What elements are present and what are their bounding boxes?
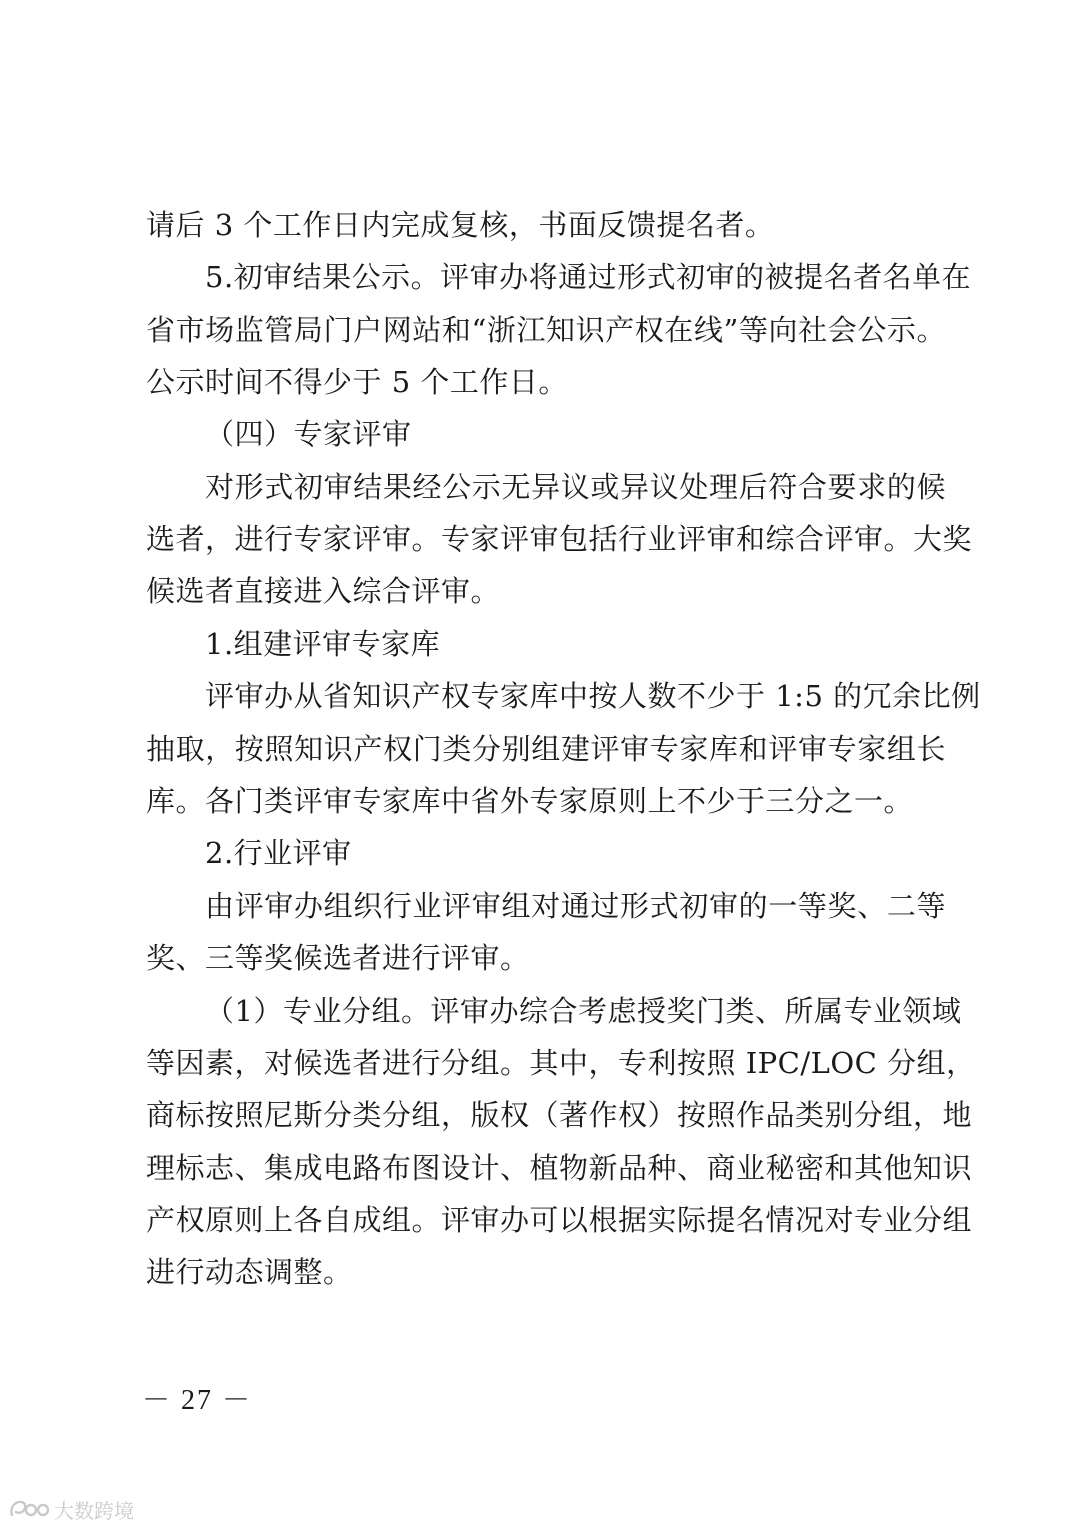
text-line: 抽取，按照知识产权门类分别组建评审专家库和评审专家组长 — [146, 732, 946, 766]
text-line: 理标志、集成电路布图设计、植物新品种、商业秘密和其他知识 — [146, 1151, 973, 1185]
text-line: 由评审办组织行业评审组对通过形式初审的一等奖、二等 — [205, 889, 946, 923]
text-line: 请后 3 个工作日内完成复核，书面反馈提名者。 — [146, 208, 775, 242]
subsection-heading: 1.组建评审专家库 — [205, 627, 441, 661]
subsection-heading: 2.行业评审 — [205, 836, 352, 870]
text-line: 产权原则上各自成组。评审办可以根据实际提名情况对专业分组 — [146, 1203, 973, 1237]
text-line: 候选者直接进入综合评审。 — [146, 574, 501, 608]
watermark — [8, 1496, 134, 1522]
section-heading: （四）专家评审 — [205, 417, 412, 451]
text-line: 进行动态调整。 — [146, 1255, 353, 1289]
page-number: － 27 － — [142, 1385, 253, 1416]
text-line: 奖、三等奖候选者进行评审。 — [146, 941, 530, 975]
text-line: 选者，进行专家评审。专家评审包括行业评审和综合评审。大奖 — [146, 522, 973, 556]
text-line: 省市场监管局门户网站和“浙江知识产权在线”等向社会公示。 — [146, 313, 946, 347]
text-line: 5.初审结果公示。评审办将通过形式初审的被提名者名单在 — [205, 260, 972, 294]
text-line: 公示时间不得少于 5 个工作日。 — [146, 365, 568, 399]
watermark-text: 大数跨境 — [54, 1498, 134, 1523]
text-line: 库。各门类评审专家库中省外专家原则上不少于三分之一。 — [146, 784, 914, 818]
text-line: 商标按照尼斯分类分组，版权（著作权）按照作品类别分组，地 — [146, 1098, 973, 1132]
text-line: 对形式初审结果经公示无异议或异议处理后符合要求的候 — [205, 470, 946, 504]
watermark-logo-icon — [8, 1498, 50, 1520]
text-line: （1）专业分组。评审办综合考虑授奖门类、所属专业领域 — [205, 994, 962, 1028]
text-line: 等因素，对候选者进行分组。其中，专利按照 IPC/LOC 分组， — [146, 1046, 976, 1080]
text-line: 评审办从省知识产权专家库中按人数不少于 1:5 的冗余比例 — [205, 679, 981, 713]
